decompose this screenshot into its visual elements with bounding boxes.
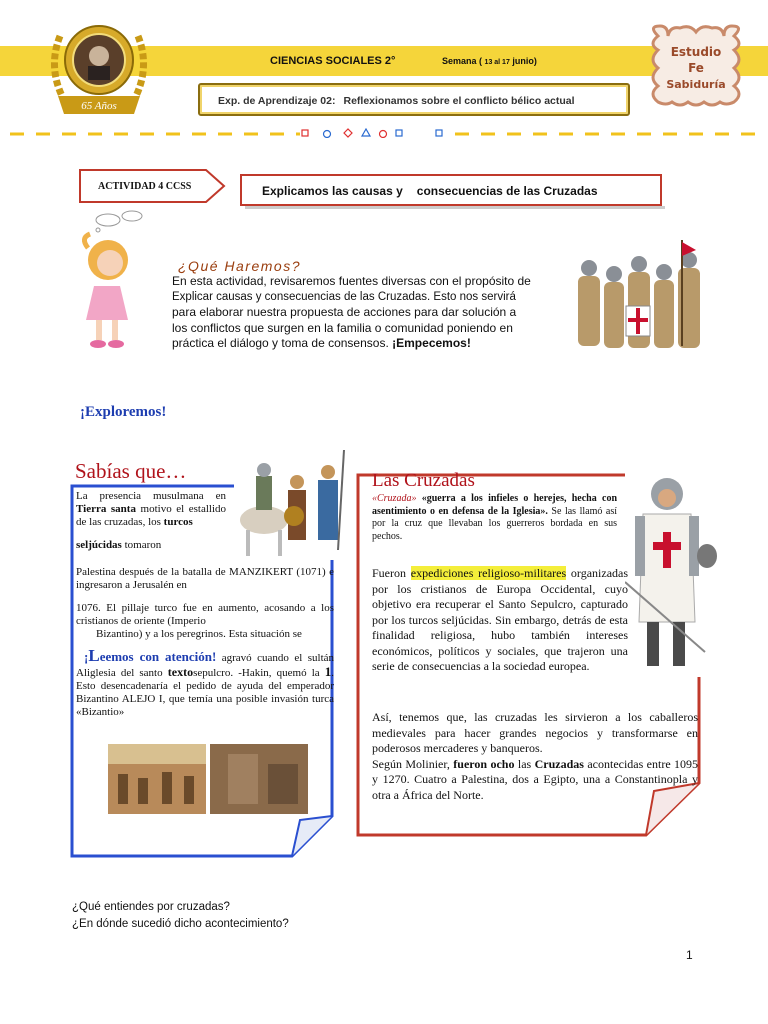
decorative-shapes [300, 128, 450, 138]
seal-text: 65 Años [81, 100, 117, 112]
intro-cta: ¡Empecemos! [392, 336, 471, 350]
explore-heading: ¡Exploremos! [80, 404, 167, 420]
cruzada-def-a: «Cruzada» [372, 493, 417, 504]
sabias-p1f: tomaron [124, 539, 162, 551]
crusader-knight-image [625, 472, 717, 677]
week-label-text: Semana ( [442, 56, 483, 66]
question-2: ¿En dónde sucedió dicho acontecimiento? [72, 918, 289, 930]
cruzadas-p2: Así, tenemos que, las cruzadas les sirvieron a los caballeros medievales para hacer grandes negocios y transformarse en poderosos mercaderes y banqueros. [372, 710, 698, 755]
las-cruzadas-title: Las Cruzadas [372, 470, 475, 491]
cruzadas-p3a: Según Molinier, [372, 756, 450, 771]
sabias-p1e: seljúcidas [76, 539, 122, 551]
sabias-p1c: motivo el estallido de las cruzadas, los [76, 503, 227, 528]
thinking-girl-illustration [78, 208, 153, 353]
read-open: ¡ [84, 649, 89, 664]
cruzadas-p3d: Cruzadas [534, 756, 584, 771]
sabias-p1a: La presencia musulmana en [76, 490, 226, 502]
cruzada-def-c: Se las llamó así por la cruz que llevaban los guerreros bordada en sus pechos. [372, 505, 617, 542]
sabias-p5e: . Esto desencadenaría el pedido de ayuda del emperador Bizantino ALEJO I, que temía una posible invasión turca «Bizantio» [76, 667, 335, 718]
sabias-p3: 1076. El pillaje turco fue en aumento, acosando a los cristianos de oriente (Imperio [76, 602, 334, 627]
activity-label: ACTIVIDAD 4 CCSS [98, 181, 192, 192]
sabias-p2: Palestina después de la batalla de MANZIKERT (1071) e ingresaron a Jerusalén en [76, 566, 334, 591]
experience-label: Exp. de Aprendizaje 02: [218, 95, 336, 107]
intro-line-5-text: práctica el diálogo y toma de consensos. [172, 336, 389, 350]
activity-topic [262, 184, 598, 198]
cruzadas-p1c: organizadas por los cristianos de Europa Occidental, cuyo objetivo era recuperar el Santo Sepulcro, capturado por los turcos seljúcidas. Sin embargo, detrás de esta finalidad religiosa, hubo también intereses económicos, políticos y sociales, que trajeron una serie de consecuencias a la sociedad europea. [372, 566, 629, 673]
intro-line-1: En esta actividad, revisaremos fuentes diversas con el propósito de [172, 274, 531, 288]
crusader-group-image [570, 236, 710, 360]
sabias-p4: Bizantino) y a los peregrinos. Esta situación se [96, 628, 302, 640]
cruzadas-p1a: Fueron [372, 566, 406, 580]
sabias-p1b: Tierra santa [76, 503, 136, 515]
sabias-p5b: texto [167, 665, 194, 679]
cruzadas-paragraph-1 [372, 566, 628, 675]
sabias-p5d: 1 [324, 664, 332, 679]
cruzadas-p3e: acontecidas entre 1095 y 1270. Cuatro a Palestina, dos a Egipto, una a Constantinopla y otra a África del Norte. [372, 756, 699, 802]
question-1: ¿Qué entiendes por cruzadas? [72, 901, 230, 913]
activity-topic-a: Explicamos las causas y [262, 184, 403, 198]
cruzadas-paragraph-2 [372, 710, 698, 803]
read-rest: eemos con atención! [99, 649, 217, 664]
cruzada-def-b: «guerra a los infieles o herejes, hecha con asentimiento o en defensa de la Iglesia». [372, 493, 618, 517]
school-seal-logo [40, 16, 158, 120]
intro-line-4: los conflictos que surgen en la familia o comunidad poniendo en [172, 320, 513, 335]
activity-topic-b: consecuencias de las Cruzadas [416, 184, 598, 198]
subject-title: CIENCIAS SOCIALES 2° [270, 55, 396, 67]
crusades-painting-image [108, 744, 308, 814]
sabias-p1d: turcos [163, 516, 193, 528]
week-month: junio) [512, 56, 537, 66]
intro-line-3: para elaborar nuestra propuesta de acciones para dar solución a [172, 305, 517, 319]
brand-line-1: Estudio [670, 45, 722, 59]
cruzadas-p3b: fueron ocho [453, 756, 515, 771]
cruzadas-p3c: las [517, 756, 532, 771]
experience-title: Reflexionamos sobre el conflicto bélico actual [343, 95, 575, 107]
sabias-p5a: agravó cuando el sultán Aliglesia del santo [76, 652, 335, 679]
page-number: 1 [686, 948, 693, 962]
cruzadas-p3 [372, 757, 698, 804]
cruzada-definition [372, 493, 617, 543]
read-big: L [88, 646, 100, 665]
experience-text [218, 95, 575, 107]
sabias-que-title: Sabías que… [75, 459, 187, 483]
sabias-p5c: sepulcro. -Hakin, quemó la [193, 667, 320, 679]
brand-line-3: Sabiduría [666, 78, 726, 91]
intro-line-5 [172, 336, 562, 352]
intro-line-2: Explicar causas y consecuencias de las Cruzadas. Esto nos servirá [172, 290, 516, 303]
sabias-p1 [76, 490, 226, 529]
sabias-p1-cont [76, 539, 334, 552]
sabias-p5 [76, 646, 335, 719]
week-dates: 13 al 17 [484, 59, 510, 66]
estudio-fe-sabiduria-logo [646, 22, 746, 108]
cruzadas-p1b-highlight: expediciones religioso-militares [410, 566, 567, 580]
sabias-que-text [76, 490, 334, 719]
read-callout [76, 646, 217, 665]
intro-paragraph [172, 274, 562, 352]
brand-line-2: Fe [688, 61, 704, 75]
que-haremos-title: ¿Qué Haremos? [178, 258, 301, 274]
week-label [442, 56, 537, 66]
